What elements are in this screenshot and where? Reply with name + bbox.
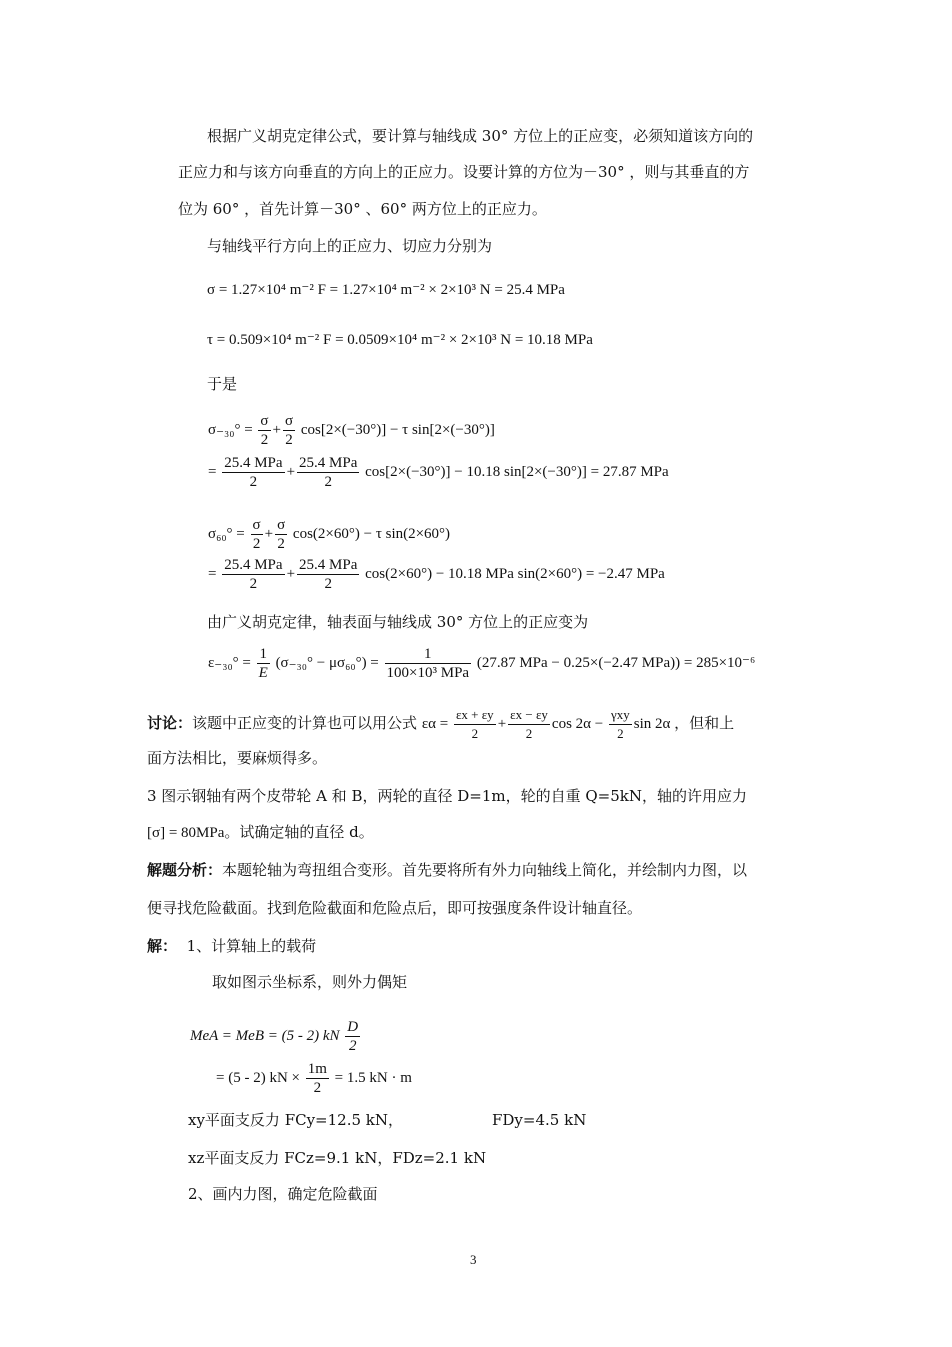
frac-den: 2: [617, 726, 624, 741]
formula-cos: cos 2α −: [551, 715, 604, 732]
problem3-tail: 。试确定轴的直径 d。: [224, 823, 374, 841]
discussion-text: 该题中正应变的计算也可以用公式: [192, 713, 418, 732]
frac-num: 1m: [307, 1061, 327, 1077]
moment2-frac: [306, 1060, 329, 1097]
equals-sign: =: [208, 463, 217, 480]
frac-den: 2: [525, 726, 533, 741]
frac-num: 25.4 MPa: [299, 455, 358, 471]
para3: 由广义胡克定律，轴表面与轴线成 30° 方位上的正应变为: [207, 613, 589, 631]
formula-frac1: [454, 706, 496, 743]
formula-frac2: [508, 706, 550, 743]
discussion-label: 讨论：: [147, 713, 193, 732]
solution-step2: 2、画内力图，确定危险截面: [188, 1185, 378, 1203]
eq-s30-rest: cos[2×(−30°)] − τ sin[2×(−30°)]: [300, 421, 495, 438]
discussion-line1: [147, 706, 734, 743]
analysis-text: 本题轮轴为弯扭组合变形。首先要将所有外力向轴线上简化，并绘制内力图，以: [222, 861, 748, 879]
moment2-rhs: = 1.5 kN · m: [334, 1069, 412, 1086]
solution-take: 取如图示坐标系，则外力偶矩: [212, 973, 408, 991]
frac-num: σ: [252, 517, 261, 533]
frac-den: E: [258, 665, 268, 681]
eq-s60-lhs: σ₆₀° =: [208, 525, 245, 542]
discussion-tail: ，但和上: [674, 713, 735, 732]
equation-epsilon: [208, 645, 755, 682]
eq-s30-lhs: σ₋₃₀° =: [208, 421, 253, 438]
para2: 与轴线平行方向上的正应力、切应力分别为: [207, 237, 493, 255]
analysis-line2: 便寻找危险截面。找到危险截面和危险点后，即可按强度条件设计轴直径。: [147, 899, 643, 917]
equation-sigma-60-value: = $\frac{\text{25.4 MPa}}{2}$ + $\frac{\text{25.4 MPa}}{2}$ cos(2×60°) − 10.18 MPa sin(2×60°) = −2.47 MPa: [208, 557, 665, 592]
frac-den: 2: [277, 536, 285, 552]
xy-reaction-d: FDy=4.5 kN: [492, 1111, 587, 1129]
para1-line2: 正应力和与该方向垂直的方向上的正应力。设要计算的方位为－30° ，则与其垂直的方: [178, 163, 750, 181]
frac-den: 2: [249, 474, 258, 490]
formula-frac3: [609, 706, 632, 743]
moment-frac: [345, 1018, 360, 1055]
formula-sin: sin 2α: [633, 715, 671, 732]
discussion-formula: εα = $\frac{\varepsilon x + \varepsilon y}{2}$ + $\frac{\varepsilon x - \varepsilon y}{2}$ cos 2α − $\frac{\text{γxy}}{2}$ sin 2α: [421, 707, 671, 741]
frac-num: 1: [385, 645, 472, 664]
discussion-line2: 面方法相比，要麻烦得多。: [147, 749, 328, 767]
equation-sigma: σ = 1.27×10⁴ m⁻² F = 1.27×10⁴ m⁻² × 2×10³ N = 25.4 MPa: [207, 282, 565, 298]
frac-num: εx + εy: [454, 706, 496, 725]
eq-s30-rest2: cos[2×(−30°)] − 10.18 sin[2×(−30°)] = 27.87 MPa: [365, 463, 669, 480]
xz-reaction: xz平面支反力 FCz=9.1 kN，FDz=2.1 kN: [188, 1149, 487, 1167]
frac-den: 2: [285, 432, 293, 448]
frac-den: 2: [249, 576, 258, 592]
para1-line3: 位为 60° ，首先计算－30° 、60° 两方位上的正应力。: [178, 200, 547, 218]
frac-den: 2: [324, 576, 332, 592]
formula-lhs: εα =: [421, 715, 449, 732]
eq-s30-frac4: [297, 454, 359, 491]
eq-s60-frac2: [275, 516, 287, 553]
frac-num: εx − εy: [508, 706, 550, 725]
eq-eps-mid: (σ₋₃₀° − μσ₆₀°) =: [275, 654, 379, 671]
eq-s60-rest2: cos(2×60°) − 10.18 MPa sin(2×60°) = −2.47 MPa: [365, 565, 665, 582]
frac-den: 100×10³ MPa: [386, 665, 470, 681]
eq-s60-frac3: [222, 556, 284, 593]
problem3-line2: [147, 822, 374, 843]
eq-s60-frac1: [251, 516, 263, 553]
solution-label: 解：: [147, 937, 178, 955]
yushi-label: 于是: [207, 375, 238, 393]
equation-sigma-60: σ₆₀° = $\frac{\sigma}{2}$ + $\frac{\sigma}{2}$ cos(2×60°) − τ sin(2×60°): [208, 517, 451, 552]
frac-num: 25.4 MPa: [299, 557, 358, 573]
eq-s30-frac2: [283, 412, 295, 449]
eq-eps-frac2: [385, 645, 472, 682]
frac-num: 25.4 MPa: [224, 455, 283, 471]
para1-line1: 根据广义胡克定律公式，要计算与轴线成 30° 方位上的正应变，必须知道该方向的: [207, 127, 754, 145]
equation-sigma-minus30: σ₋₃₀° = $\frac{\sigma}{2}$ + $\frac{\sigma}{2}$ cos[2×(−30°)] − τ sin[2×(−30°)]: [208, 413, 495, 448]
eq-eps-frac1: [257, 645, 270, 682]
eq-s60-frac4: [297, 556, 359, 593]
frac-num: γxy: [609, 706, 632, 725]
moment2-lhs: = (5 - 2) kN ×: [216, 1069, 300, 1086]
eq-eps-rest: (27.87 MPa − 0.25×(−2.47 MPa)) = 285×10⁻⁶: [476, 654, 756, 671]
solution-step1: 1、计算轴上的载荷: [186, 937, 317, 955]
xy-reaction: xy平面支反力 FCy=12.5 kN，: [188, 1111, 404, 1129]
eq-s30-frac3: [222, 454, 284, 491]
page-number: 3: [470, 1252, 477, 1267]
frac-num: σ: [284, 413, 294, 429]
equation-tau: τ = 0.509×10⁴ m⁻² F = 0.0509×10⁴ m⁻² × 2×10³ N = 10.18 MPa: [207, 332, 593, 348]
frac-den: 2: [471, 726, 479, 741]
frac-den: 2: [252, 536, 261, 552]
frac-num: σ: [260, 413, 269, 429]
frac-den: 2: [324, 474, 332, 490]
eq-eps-lhs: ε₋₃₀° =: [208, 654, 251, 671]
frac-den: 2: [348, 1038, 357, 1054]
analysis-label: 解题分析：: [147, 861, 223, 879]
frac-num: D: [347, 1019, 359, 1035]
frac-den: 2: [313, 1080, 322, 1096]
equation-sigma-minus30-value: = $\frac{\text{25.4 MPa}}{2}$ + $\frac{\text{25.4 MPa}}{2}$ cos[2×(−30°)] − 10.18 sin[2×(−30°)] = 27.87 MPa: [208, 455, 669, 490]
equation-moment: [190, 1018, 362, 1055]
frac-num: 1: [257, 645, 270, 664]
equals-sign: =: [208, 565, 217, 582]
problem3-line1: 3 图示钢轴有两个皮带轮 A 和 B，两轮的直径 D=1m，轮的自重 Q=5kN，轴的许用应力: [147, 787, 747, 805]
moment-lhs: MeA = MeB = (5 - 2) kN: [190, 1027, 340, 1044]
frac-num: 25.4 MPa: [224, 557, 283, 573]
allowable-stress: [σ] = 80MPa: [147, 825, 225, 841]
frac-den: 2: [260, 432, 269, 448]
analysis-line1: [147, 860, 747, 880]
eq-s30-frac1: [258, 412, 270, 449]
equation-moment-value: [216, 1060, 412, 1097]
frac-num: σ: [277, 517, 286, 533]
solution-line1: [147, 936, 316, 956]
eq-s60-rest: cos(2×60°) − τ sin(2×60°): [292, 525, 451, 542]
